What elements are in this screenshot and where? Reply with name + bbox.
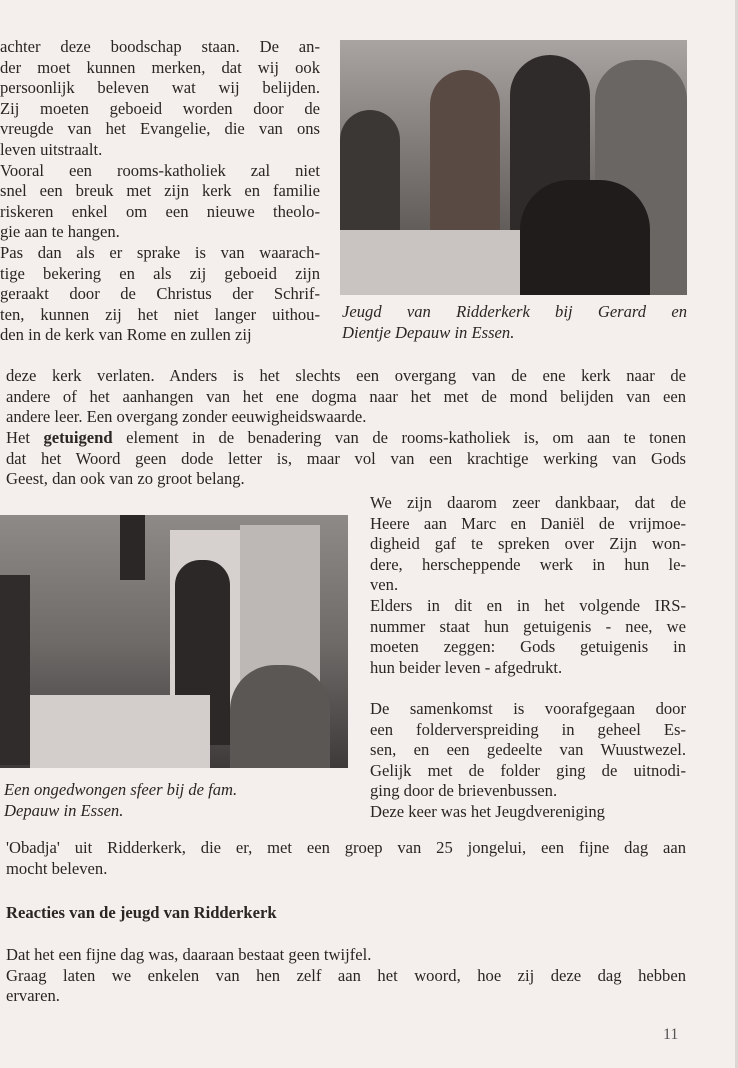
caption-line: Een ongedwongen sfeer bij de fam. xyxy=(4,780,238,799)
text-line: Gelijk met de folder ging de uitnodi- xyxy=(370,760,686,780)
left-column-text xyxy=(0,37,320,346)
full-width-text-3 xyxy=(6,945,686,1007)
text: Het xyxy=(6,428,44,447)
text-line: snel een breuk met zijn kerk en familie xyxy=(0,181,320,201)
text-line: riskeren enkel om een nieuwe theolo- xyxy=(0,201,320,221)
text-line: ervaren. xyxy=(6,986,60,1006)
text-line: tige bekering en als zij geboeid zijn xyxy=(0,263,320,283)
text-line: achter deze boodschap staan. De an- xyxy=(0,37,320,56)
text-line: moeten zeggen: Gods getuigenis in xyxy=(370,637,686,657)
caption-line: Dientje Depauw in Essen. xyxy=(342,322,515,342)
text-line: andere of het aanhangen van het ene dogma naar het met de mond belijden van een xyxy=(6,386,686,406)
caption-line: Depauw in Essen. xyxy=(4,800,124,820)
text-line: der moet kunnen merken, dat wij ook xyxy=(0,57,320,77)
text-line: Deze keer was het Jeugdvereniging xyxy=(370,801,605,821)
text-line: Heere aan Marc en Daniël de vrijmoe- xyxy=(370,513,686,533)
text-line: geraakt door de Christus der Schrif- xyxy=(0,284,320,304)
text-line: Geest, dan ook van zo groot belang. xyxy=(6,469,245,489)
text-line: Pas dan als er sprake is van waarach- xyxy=(0,242,320,262)
photo1-caption xyxy=(342,302,687,343)
section-heading: Reacties van de jeugd van Ridderkerk xyxy=(6,903,277,922)
text-line: den in de kerk van Rome en zullen zij xyxy=(0,325,252,345)
text-line: ten, kunnen zij het niet langer uithou- xyxy=(0,304,320,324)
text-line: deze kerk verlaten. Anders is het slechts een overgang van de ene kerk naar de xyxy=(6,366,686,385)
text-line: leven uitstraalt. xyxy=(0,139,103,159)
text-line: vreugde van het Evangelie, die van ons xyxy=(0,119,320,139)
text-line: digheid gaf te spreken over Zijn won- xyxy=(370,534,686,554)
getuigend-paragraph xyxy=(6,428,686,490)
text-line: nummer staat hun getuigenis - nee, we xyxy=(370,616,686,636)
page-number: 11 xyxy=(663,1026,679,1043)
text-line: persoonlijk beleven wat wij belijden. xyxy=(0,78,320,98)
text-line: We zijn daarom zeer dankbaar, dat de xyxy=(370,493,686,512)
photo-living-room xyxy=(0,515,348,768)
text-line: dat het Woord geen dode letter is, maar vol van een krachtige werking van Gods xyxy=(6,448,686,468)
text-line: ging door de brievenbussen. xyxy=(370,781,558,801)
text: element in de benadering van de rooms-katholiek is, om aan te tonen xyxy=(112,428,686,447)
full-width-text-2 xyxy=(6,838,686,879)
caption-line: Jeugd van Ridderkerk bij Gerard en xyxy=(342,302,687,321)
text-line xyxy=(6,428,686,449)
text-line: 'Obadja' uit Ridderkerk, die er, met een groep van 25 jongelui, een fijne dag aan xyxy=(6,838,686,857)
text-line: Zij moeten geboeid worden door de xyxy=(0,98,320,118)
text-line: andere leer. Een overgang zonder eeuwigheidswaarde. xyxy=(6,407,367,427)
text-line: hun beider leven - afgedrukt. xyxy=(370,657,563,677)
photo-youth-group xyxy=(340,40,687,295)
text-line: dere, herscheppende werk in hun le- xyxy=(370,554,686,574)
text-line: Dat het een fijne dag was, daaraan bestaat geen twijfel. xyxy=(6,945,372,964)
text-line: ven. xyxy=(370,575,399,595)
text-line xyxy=(370,678,686,699)
text-line: Vooral een rooms-katholiek zal niet xyxy=(0,160,320,180)
photo2-caption xyxy=(4,780,304,821)
text-line: gie aan te hangen. xyxy=(0,222,120,242)
full-width-text-1 xyxy=(6,366,686,428)
text-line: Elders in dit en in het volgende IRS- xyxy=(370,595,686,615)
text-line: De samenkomst is voorafgegaan door xyxy=(370,698,686,718)
text-line: sen, en een gedeelte van Wuustwezel. xyxy=(370,740,686,760)
right-column-text xyxy=(370,493,686,823)
bold-term: getuigend xyxy=(43,428,113,447)
text-line: een folderverspreiding in geheel Es- xyxy=(370,719,686,739)
text-line: Graag laten we enkelen van hen zelf aan het woord, hoe zij deze dag hebben xyxy=(6,965,686,985)
text-line: mocht beleven. xyxy=(6,858,108,878)
